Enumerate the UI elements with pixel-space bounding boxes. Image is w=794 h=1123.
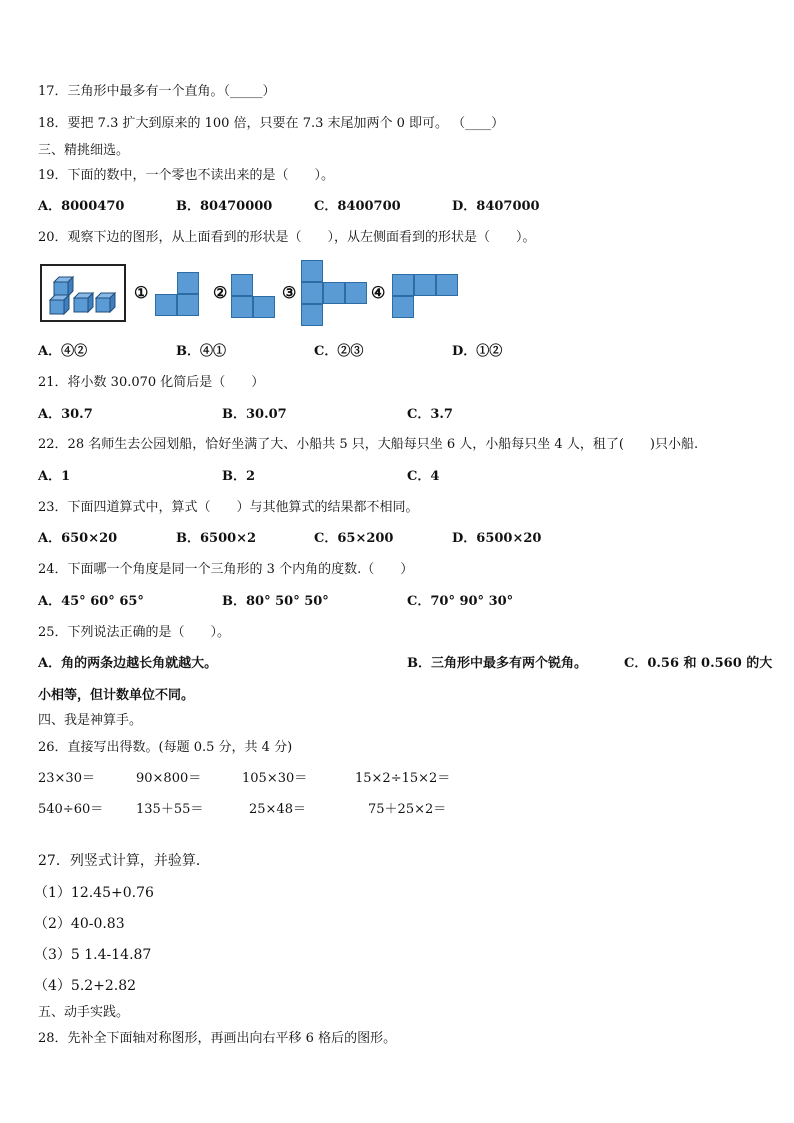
q20-option-a: A．④② bbox=[38, 344, 88, 359]
q23-option-c: C．65×200 bbox=[314, 531, 394, 546]
view-label-1: ① bbox=[134, 283, 149, 302]
view-label-4: ④ bbox=[371, 283, 386, 302]
question-24-stem: 24．下面哪一个角度是同一个三角形的 3 个内角的度数.（ ） bbox=[38, 562, 414, 577]
vertical-calc-item: （2）40-0.83 bbox=[34, 916, 125, 932]
cube-stack-image bbox=[42, 266, 124, 320]
calc-item: 75＋25×2＝ bbox=[368, 802, 447, 817]
q19-option-a: A．8000470 bbox=[38, 199, 125, 214]
question-26-stem: 26．直接写出得数。(每题 0.5 分，共 4 分) bbox=[38, 740, 293, 755]
view-label-2: ② bbox=[213, 283, 228, 302]
q21-option-b: B．30.07 bbox=[222, 407, 287, 422]
question-21-stem: 21．将小数 30.070 化简后是（ ） bbox=[38, 375, 265, 390]
q23-option-a: A．650×20 bbox=[38, 531, 118, 546]
q24-option-a: A．45° 60° 65° bbox=[38, 594, 144, 609]
calc-item: 540÷60＝ bbox=[38, 802, 104, 817]
cube-figure bbox=[40, 264, 126, 322]
calc-item: 90×800＝ bbox=[136, 771, 202, 786]
q25-option-c: C．0.56 和 0.560 的大 bbox=[624, 656, 773, 671]
vertical-calc-item: （3）5 1.4-14.87 bbox=[34, 947, 152, 963]
view-label-3: ③ bbox=[282, 283, 297, 302]
calc-item: 105×30＝ bbox=[242, 771, 308, 786]
q19-option-b: B．80470000 bbox=[176, 199, 273, 214]
q25-option-c-continuation: 小相等，但计数单位不同。 bbox=[38, 688, 195, 703]
q19-option-c: C．8400700 bbox=[314, 199, 401, 214]
calc-item: 15×2÷15×2＝ bbox=[355, 771, 451, 786]
q25-option-b: B．三角形中最多有两个锐角。 bbox=[407, 656, 587, 671]
calc-item: 23×30＝ bbox=[38, 771, 95, 786]
q22-option-c: C．4 bbox=[407, 469, 440, 484]
question-22-stem: 22．28 名师生去公园划船，恰好坐满了大、小船共 5 只，大船每只坐 6 人，小船每只坐 4 人，租了( )只小船. bbox=[38, 437, 699, 452]
section-3-heading: 三、精挑细选。 bbox=[38, 143, 130, 158]
q23-option-d: D．6500×20 bbox=[452, 531, 542, 546]
question-18: 18．要把 7.3 扩大到原来的 100 倍，只要在 7.3 末尾加两个 0 即可。 （____） bbox=[38, 116, 505, 131]
question-19-stem: 19．下面的数中，一个零也不读出来的是（ ）。 bbox=[38, 168, 335, 183]
q22-option-b: B．2 bbox=[222, 469, 256, 484]
vertical-calc-item: （4）5.2+2.82 bbox=[34, 978, 137, 994]
question-17: 17．三角形中最多有一个直角。（_____） bbox=[38, 84, 276, 99]
question-23-stem: 23．下面四道算式中，算式（ ）与其他算式的结果都不相同。 bbox=[38, 500, 419, 515]
q23-option-b: B．6500×2 bbox=[176, 531, 257, 546]
q25-option-a: A．角的两条边越长角就越大。 bbox=[38, 656, 218, 671]
q20-option-d: D．①② bbox=[452, 344, 503, 359]
q22-option-a: A．1 bbox=[38, 469, 71, 484]
q19-option-d: D．8407000 bbox=[452, 199, 540, 214]
calc-item: 25×48＝ bbox=[249, 802, 306, 817]
q24-option-b: B．80° 50° 50° bbox=[222, 594, 329, 609]
q20-option-b: B．④① bbox=[176, 344, 226, 359]
section-5-heading: 五、动手实践。 bbox=[38, 1005, 130, 1020]
question-25-stem: 25．下列说法正确的是（ ）。 bbox=[38, 625, 231, 640]
section-4-heading: 四、我是神算手。 bbox=[38, 713, 143, 728]
q24-option-c: C．70° 90° 30° bbox=[407, 594, 514, 609]
q21-option-c: C．3.7 bbox=[407, 407, 453, 422]
question-27-stem: 27．列竖式计算，并验算． bbox=[38, 853, 210, 869]
question-20-stem: 20．观察下边的图形，从上面看到的形状是（ ），从左侧面看到的形状是（ ）。 bbox=[38, 230, 536, 245]
vertical-calc-item: （1）12.45+0.76 bbox=[34, 885, 154, 901]
question-28: 28．先补全下面轴对称图形，再画出向右平移 6 格后的图形。 bbox=[38, 1031, 397, 1046]
calc-item: 135＋55＝ bbox=[136, 802, 204, 817]
q21-option-a: A．30.7 bbox=[38, 407, 93, 422]
q20-option-c: C．②③ bbox=[314, 344, 364, 359]
